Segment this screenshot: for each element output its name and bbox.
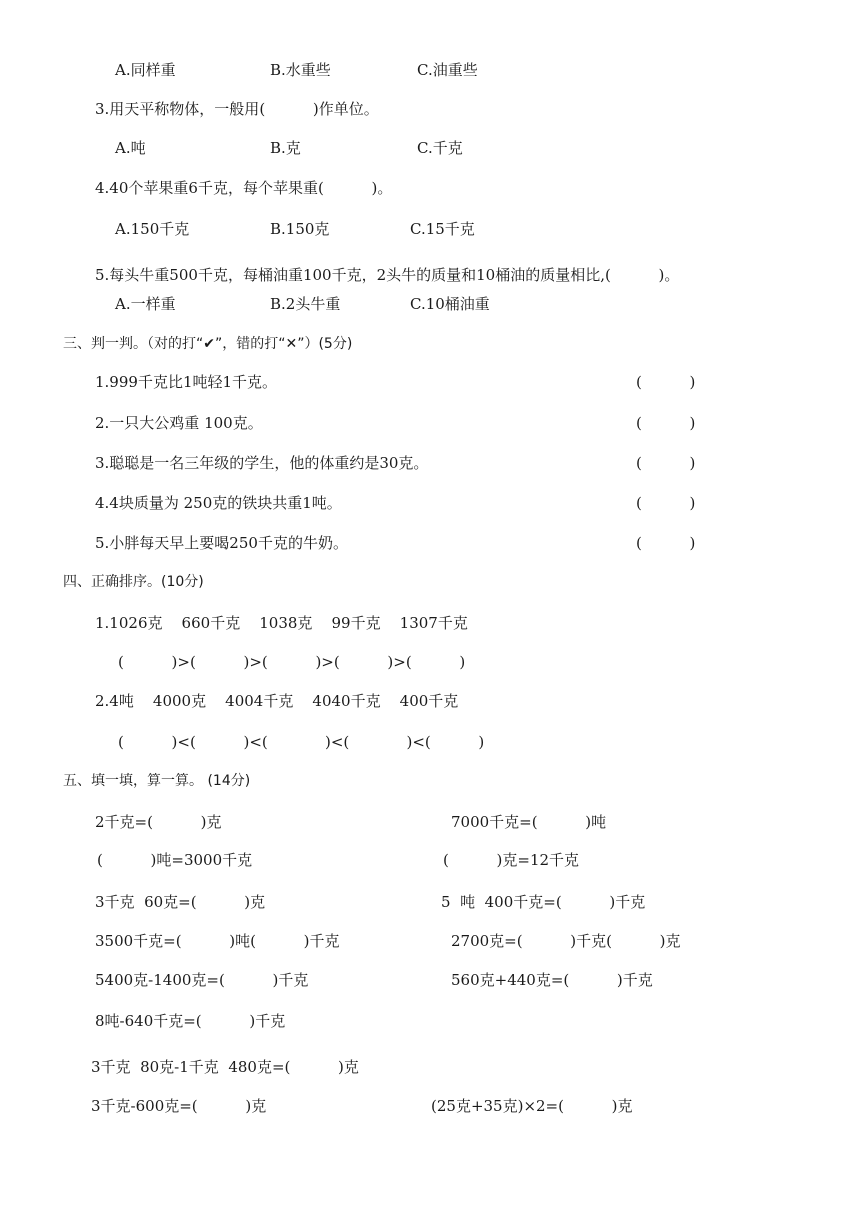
judge-bracket-4[interactable]: ( ) xyxy=(636,494,696,512)
fill-row2-left[interactable]: ( )吨=3000千克 xyxy=(97,851,253,869)
section5-heading: 五、填一填，算一算。 (14分) xyxy=(63,773,251,789)
sort-question-2: 2.4吨 4000克 4004千克 4040千克 400千克 xyxy=(95,692,459,710)
q2-option-c: C.油重些 xyxy=(417,61,478,79)
q3-option-c: C.千克 xyxy=(417,139,463,157)
judge-bracket-1[interactable]: ( ) xyxy=(636,373,696,391)
fill-row4-left[interactable]: 3500千克=( )吨( )千克 xyxy=(95,932,340,950)
judge-bracket-5[interactable]: ( ) xyxy=(636,534,696,552)
sort-question-1: 1.1026克 660千克 1038克 99千克 1307千克 xyxy=(95,614,468,632)
judge-bracket-2[interactable]: ( ) xyxy=(636,414,696,432)
fill-row1-right[interactable]: 7000千克=( )吨 xyxy=(451,813,607,831)
sort-answer-1[interactable]: ( )>( )>( )>( )>( ) xyxy=(118,653,466,671)
q2-option-b: B.水重些 xyxy=(270,61,331,79)
q3-stem: 3.用天平称物体，一般用( )作单位。 xyxy=(95,100,379,118)
judge-item-1: 1.999千克比1吨轻1千克。 xyxy=(95,373,278,391)
fill-row3-right[interactable]: 5 吨 400千克=( )千克 xyxy=(441,893,646,911)
q3-option-b: B.克 xyxy=(270,139,301,157)
fill-row7-left[interactable]: 3千克 80克-1千克 480克=( )克 xyxy=(91,1058,359,1076)
judge-item-3: 3.聪聪是一名三年级的学生，他的体重约是30克。 xyxy=(95,454,429,472)
section4-heading: 四、正确排序。(10分) xyxy=(63,574,204,590)
judge-bracket-3[interactable]: ( ) xyxy=(636,454,696,472)
q5-stem: 5.每头牛重500千克，每桶油重100千克，2头牛的质量和10桶油的质量相比,( )。 xyxy=(95,266,680,284)
section3-heading: 三、判一判。（对的打“✔”，错的打“✕”）(5分) xyxy=(63,336,353,352)
fill-row6-left[interactable]: 8吨-640千克=( )千克 xyxy=(95,1012,286,1030)
judge-item-4: 4.4块质量为 250克的铁块共重1吨。 xyxy=(95,494,342,512)
fill-row3-left[interactable]: 3千克 60克=( )克 xyxy=(95,893,266,911)
fill-row8-left[interactable]: 3千克-600克=( )克 xyxy=(91,1097,267,1115)
fill-row1-left[interactable]: 2千克=( )克 xyxy=(95,813,222,831)
q3-option-a: A.吨 xyxy=(115,139,146,157)
judge-item-2: 2.一只大公鸡重 100克。 xyxy=(95,414,263,432)
q5-option-b: B.2头牛重 xyxy=(270,295,341,313)
q4-option-a: A.150千克 xyxy=(115,220,190,238)
fill-row2-right[interactable]: ( )克=12千克 xyxy=(443,851,580,869)
sort-answer-2[interactable]: ( )<( )<( )<( )<( ) xyxy=(118,733,485,751)
q4-option-b: B.150克 xyxy=(270,220,330,238)
q4-stem: 4.40个苹果重6千克，每个苹果重( )。 xyxy=(95,179,393,197)
judge-item-5: 5.小胖每天早上要喝250千克的牛奶。 xyxy=(95,534,348,552)
fill-row8-right[interactable]: (25克+35克)×2=( )克 xyxy=(431,1097,633,1115)
q5-option-c: C.10桶油重 xyxy=(410,295,490,313)
q4-option-c: C.15千克 xyxy=(410,220,475,238)
fill-row5-left[interactable]: 5400克-1400克=( )千克 xyxy=(95,971,309,989)
q2-option-a: A.同样重 xyxy=(115,61,176,79)
fill-row5-right[interactable]: 560克+440克=( )千克 xyxy=(451,971,653,989)
q5-option-a: A.一样重 xyxy=(115,295,176,313)
fill-row4-right[interactable]: 2700克=( )千克( )克 xyxy=(451,932,681,950)
